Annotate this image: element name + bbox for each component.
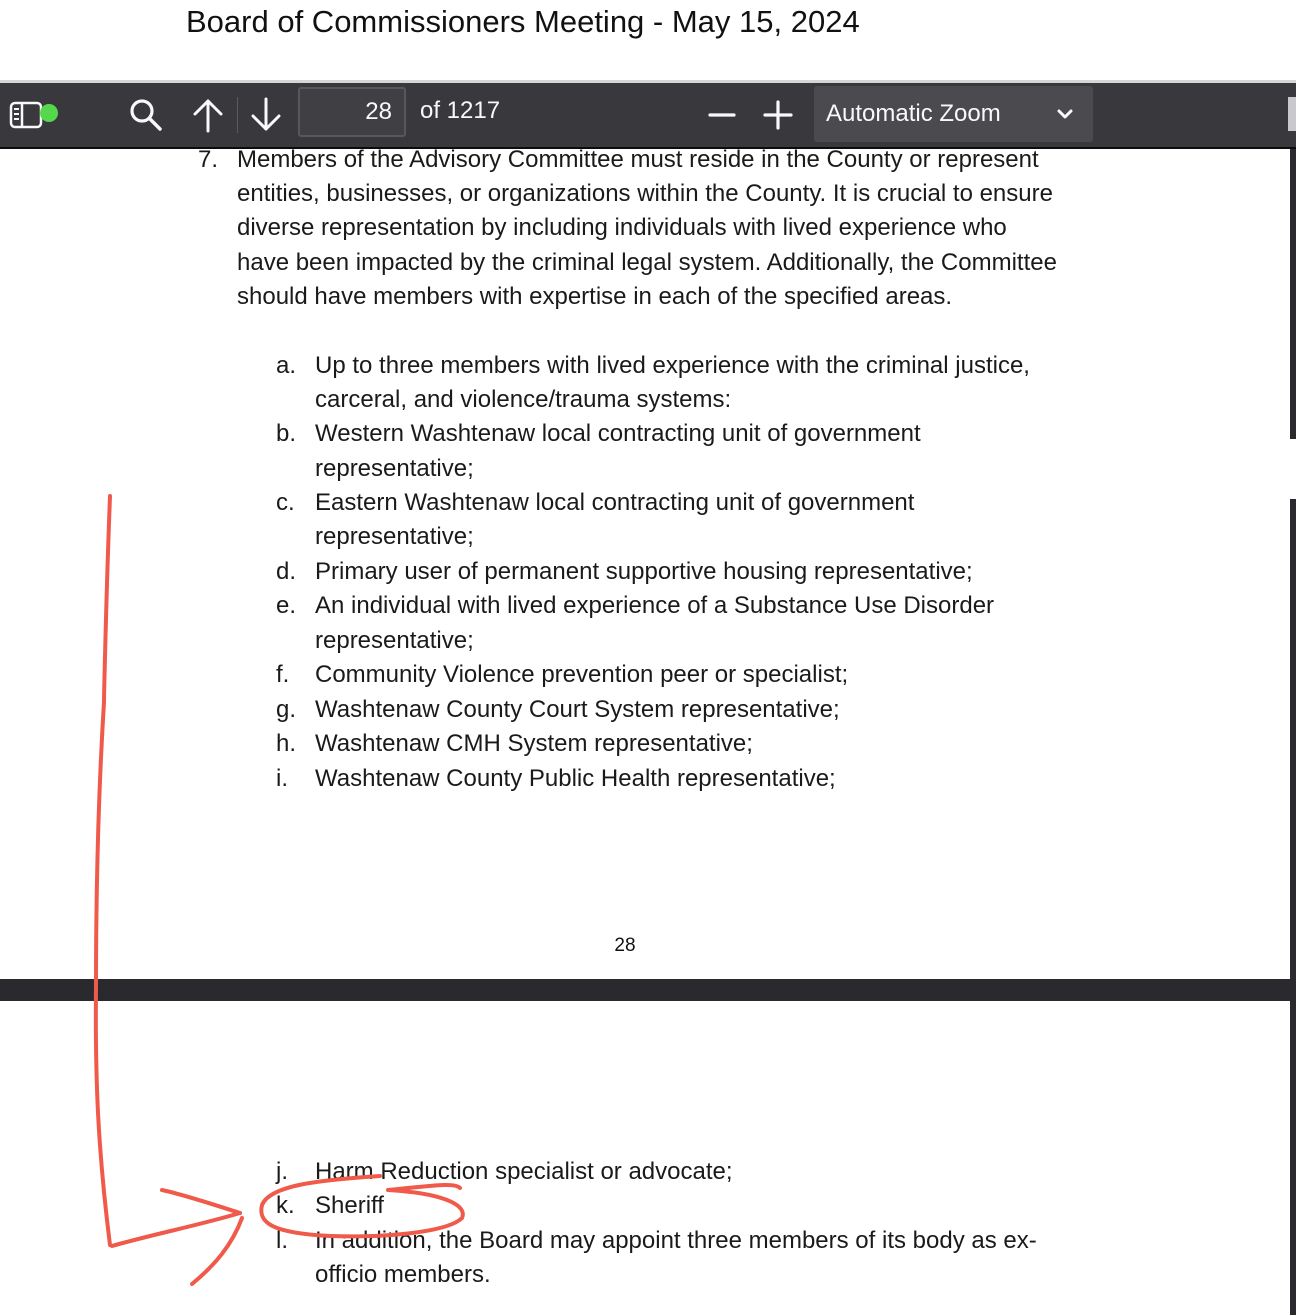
list-item-text: representative; <box>315 523 474 550</box>
list-letter: i. <box>276 765 288 792</box>
toolbar-divider <box>237 97 238 133</box>
list-item-text: Harm Reduction specialist or advocate; <box>315 1158 733 1185</box>
list-item-text: Sheriff <box>315 1192 384 1219</box>
list-letter: l. <box>276 1227 288 1254</box>
page-count-label: of 1217 <box>420 97 501 124</box>
list-letter: b. <box>276 420 297 447</box>
secondary-toolbar-edge[interactable] <box>1288 97 1296 131</box>
list-item-text: Western Washtenaw local contracting unit of government <box>315 420 921 447</box>
sidebar-toggle-button[interactable] <box>8 99 44 131</box>
arrow-up-icon <box>191 97 225 133</box>
pdf-page-29 <box>0 1001 1290 1315</box>
zoom-select-value: Automatic Zoom <box>826 100 1001 127</box>
sidebar-toggle-icon <box>9 100 43 130</box>
list-item-text: In addition, the Board may appoint three members of its body as ex- <box>315 1227 1037 1254</box>
window-title: Board of Commissioners Meeting - May 15, 2024 <box>186 4 860 39</box>
zoom-in-button[interactable] <box>756 95 800 135</box>
list-letter: d. <box>276 558 297 585</box>
list-letter: a. <box>276 352 297 379</box>
arrow-down-icon <box>249 97 283 133</box>
window-title-bar <box>0 0 1296 80</box>
list-item-text: Up to three members with lived experience with the criminal justice, <box>315 352 1030 379</box>
item-7-line: have been impacted by the criminal legal system. Additionally, the Committee <box>237 249 1057 276</box>
next-page-button[interactable] <box>244 95 288 135</box>
list-item-text: Eastern Washtenaw local contracting unit of government <box>315 489 915 516</box>
list-letter: c. <box>276 489 295 516</box>
zoom-select[interactable] <box>814 86 1093 142</box>
list-item-text: carceral, and violence/trauma systems: <box>315 386 732 413</box>
list-letter: f. <box>276 661 290 688</box>
pdf-toolbar <box>0 83 1296 149</box>
list-item-text: officio members. <box>315 1261 491 1288</box>
document-viewer[interactable] <box>0 149 1296 1315</box>
list-letter: h. <box>276 730 297 757</box>
list-letter: j. <box>276 1158 288 1185</box>
previous-page-button[interactable] <box>186 95 230 135</box>
item-7-line: Members of the Advisory Committee must reside in the County or represent <box>237 149 1039 173</box>
list-item-text: Washtenaw CMH System representative; <box>315 730 753 757</box>
page-number-input[interactable]: 28 <box>298 87 406 137</box>
minus-icon <box>707 100 737 130</box>
zoom-out-button[interactable] <box>700 95 744 135</box>
list-item-text: An individual with lived experience of a Substance Use Disorder <box>315 592 995 619</box>
item-7-number: 7. <box>198 149 219 173</box>
plus-icon <box>762 99 794 131</box>
list-item-text: Primary user of permanent supportive housing representative; <box>315 558 973 585</box>
scrollbar-thumb[interactable] <box>1290 439 1296 499</box>
notification-dot <box>40 104 58 122</box>
item-7-line: should have members with expertise in each of the specified areas. <box>237 283 953 310</box>
item-7-line: entities, businesses, or organizations within the County. It is crucial to ensure <box>237 180 1053 207</box>
item-7-line: diverse representation by including individuals with lived experience who <box>237 214 1007 241</box>
page-footer-number: 28 <box>614 935 636 956</box>
list-item-text: Washtenaw County Public Health representative; <box>315 765 836 792</box>
chevron-down-icon <box>1055 104 1075 124</box>
list-letter: k. <box>276 1192 295 1219</box>
list-letter: e. <box>276 592 297 619</box>
search-icon <box>128 97 164 133</box>
pdf-page-28 <box>0 149 1290 979</box>
list-item-text: Community Violence prevention peer or specialist; <box>315 661 849 688</box>
list-item-text: representative; <box>315 627 474 654</box>
find-button[interactable] <box>124 95 168 135</box>
list-letter: g. <box>276 696 297 723</box>
list-item-text: Washtenaw County Court System representative; <box>315 696 840 723</box>
list-item-text: representative; <box>315 455 474 482</box>
